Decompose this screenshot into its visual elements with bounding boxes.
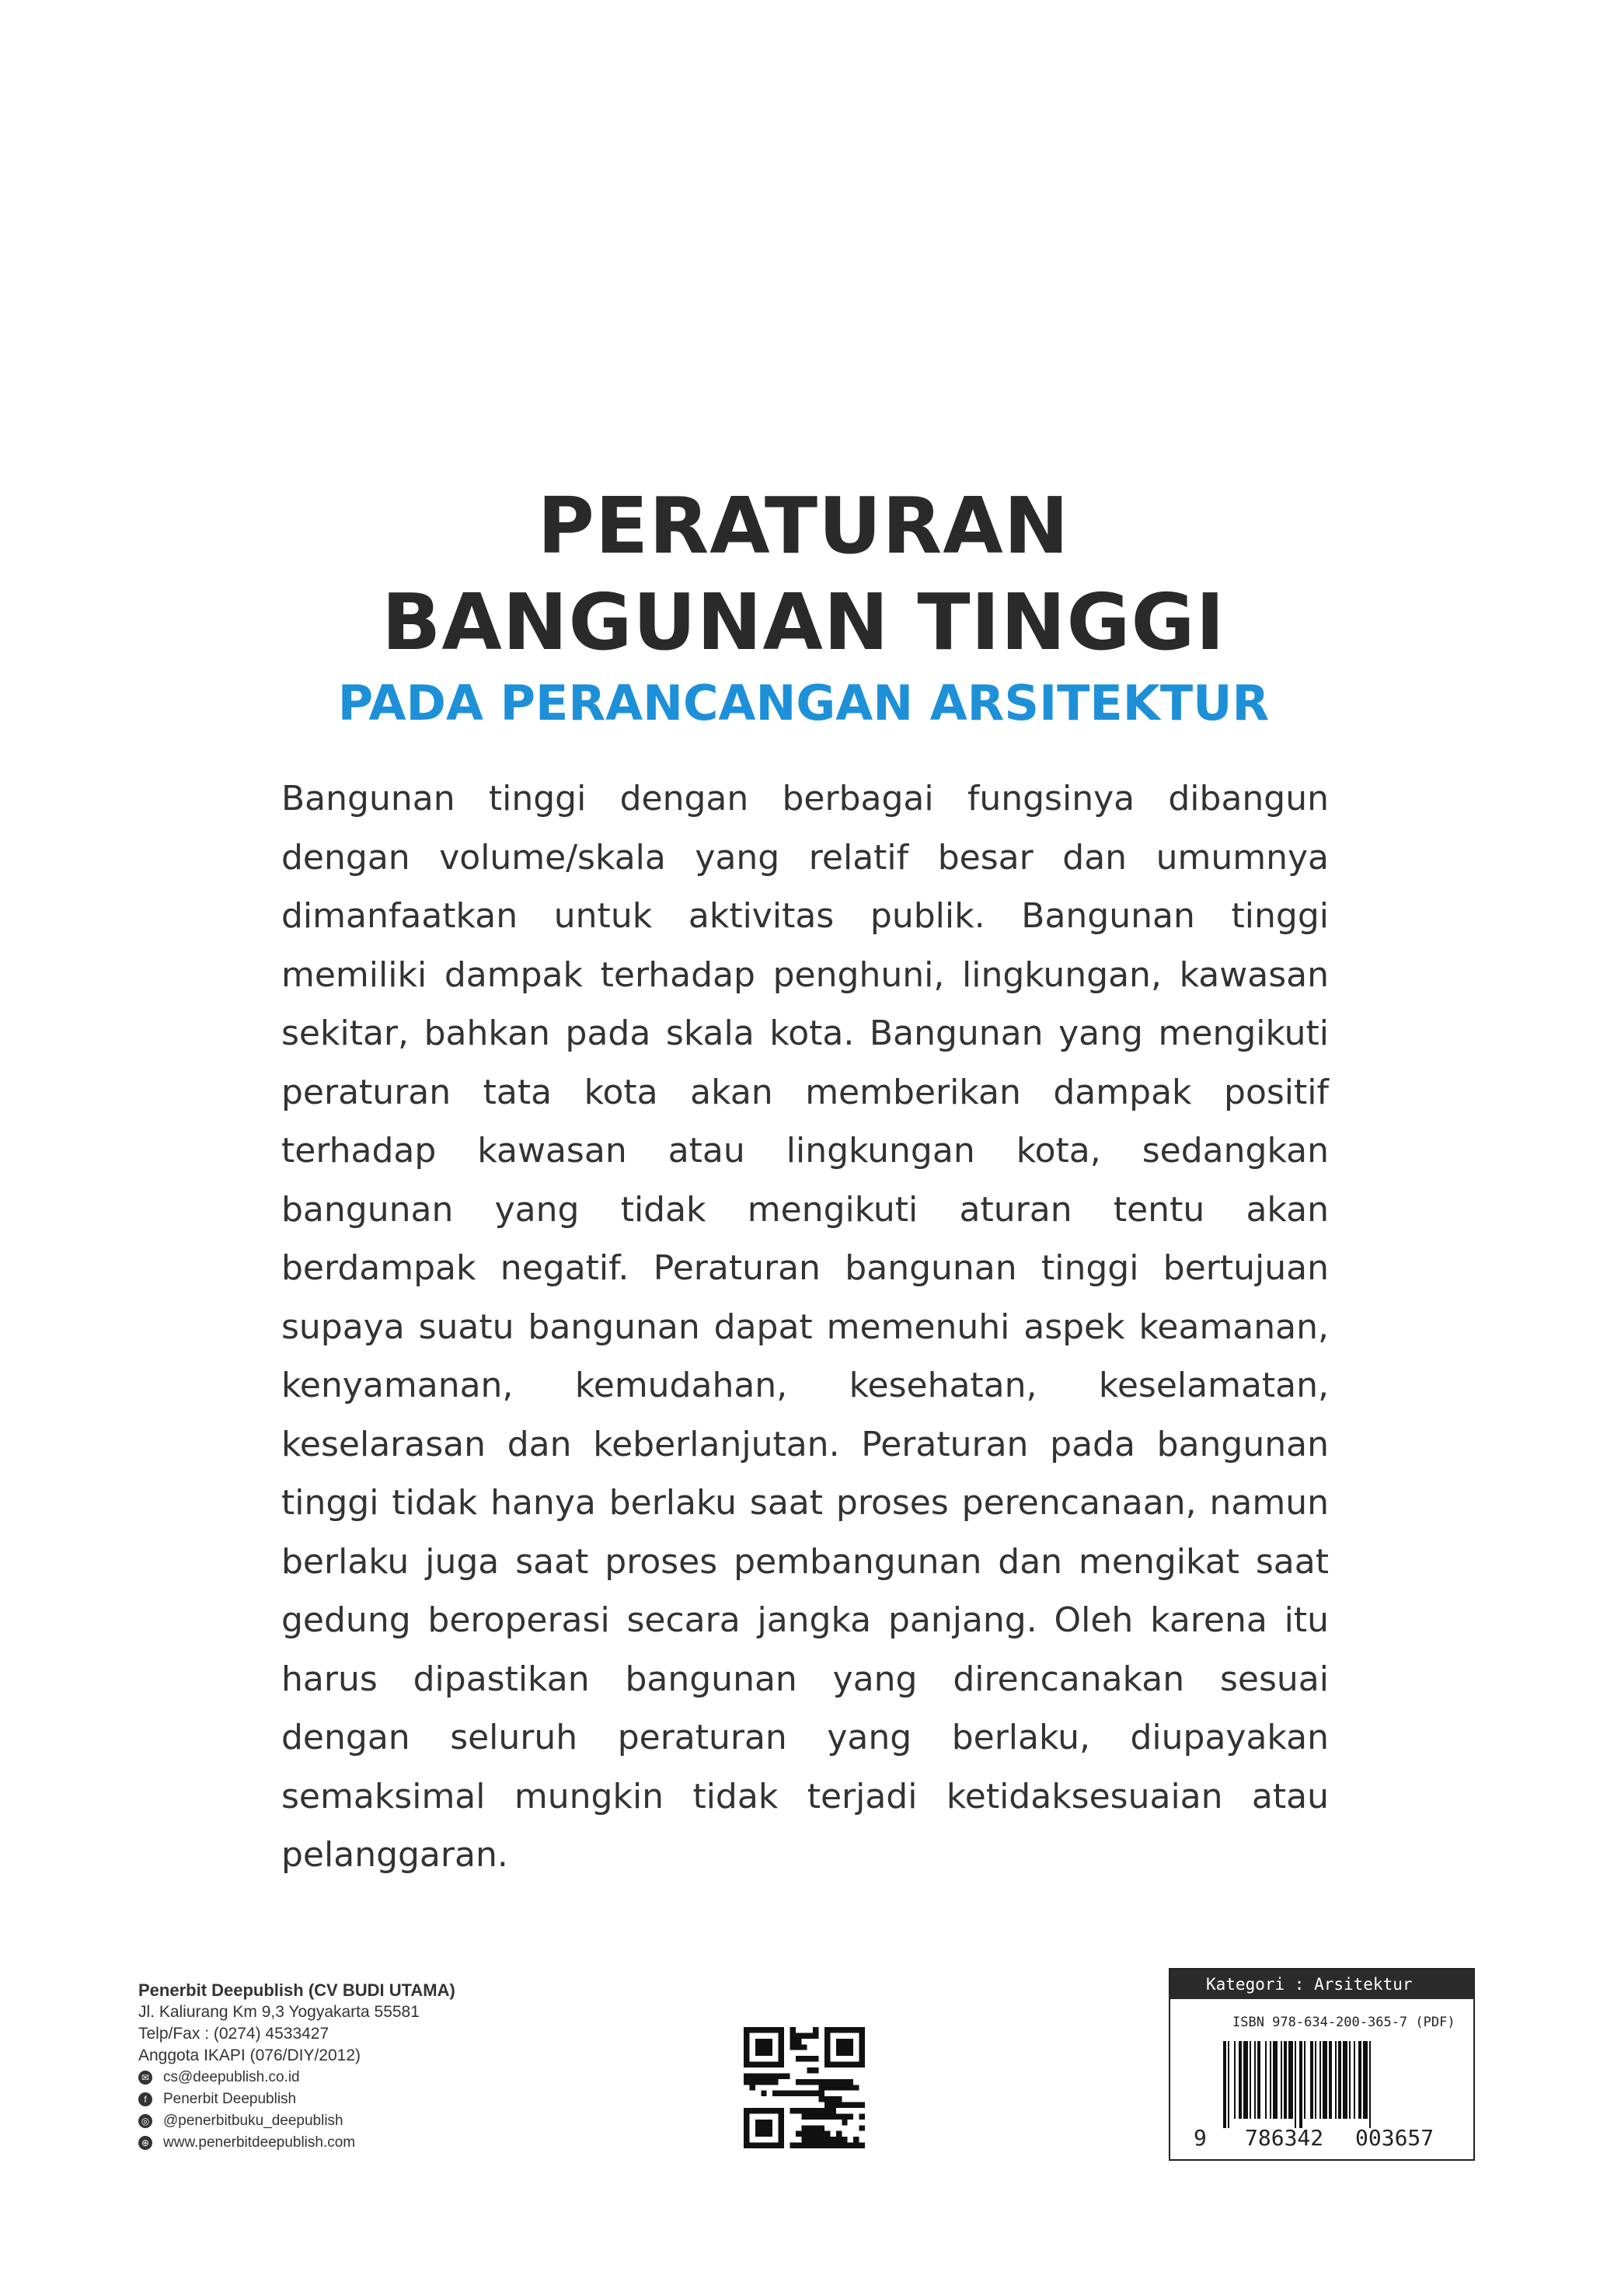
contact-email-text: cs@deepublish.co.id (163, 2069, 300, 2085)
contact-facebook-text: Penerbit Deepublish (163, 2091, 297, 2107)
contact-facebook (138, 2088, 620, 2110)
publisher-address: Jl. Kaliurang Km 9,3 Yogyakarta 55581 (138, 2003, 420, 2021)
barcode-digits (1170, 2125, 1473, 2153)
barcode (1217, 2041, 1442, 2128)
barcode-digits-left: 786342 (1245, 2125, 1324, 2151)
publisher-info (138, 1980, 620, 2154)
isbn-number: ISBN 978-634-200-365-7 (PDF) (1232, 2015, 1455, 2030)
title-block (0, 478, 1607, 735)
barcode-digit-prefix: 9 (1194, 2125, 1207, 2151)
publisher-phone: Telp/Fax : (0274) 4533427 (138, 2025, 329, 2043)
isbn-box (1169, 1968, 1475, 2161)
barcode-digits-right: 003657 (1355, 2125, 1434, 2151)
book-subtitle: PADA PERANCANGAN ARSITEKTUR (337, 675, 1270, 731)
book-title-line-2: BANGUNAN TINGGI (382, 577, 1225, 668)
contact-web-text: www.penerbitdeepublish.com (163, 2134, 356, 2151)
book-title-line-1: PERATURAN (537, 480, 1070, 571)
publisher-name: Penerbit Deepublish (CV BUDI UTAMA) (138, 1980, 455, 2000)
facebook-icon: f (138, 2092, 152, 2106)
instagram-icon: ◎ (138, 2114, 152, 2128)
publisher-ikapi: Anggota IKAPI (076/DIY/2012) (138, 2047, 361, 2064)
email-icon: ✉ (138, 2071, 152, 2085)
web-icon: ⊕ (138, 2136, 152, 2150)
contact-web (138, 2132, 620, 2154)
category-label: Kategori : Arsitektur (1170, 1970, 1473, 1999)
contact-instagram-text: @penerbitbuku_deepublish (163, 2113, 343, 2129)
contact-instagram (138, 2110, 620, 2132)
qr-code (744, 2027, 865, 2148)
contact-email (138, 2067, 620, 2088)
back-cover-blurb: Bangunan tinggi dengan berbagai fungsinya dibangun dengan volume/skala yang relatif besar dan umumnya dimanfaatkan untuk aktivitas publik. Bangunan tinggi memiliki dampak terhadap penghuni, lingkungan, kawasan sekitar, bahkan pada skala kota. Bangunan yang mengikuti peraturan tata kota akan memberikan dampak positif terhadap kawasan atau lingkungan kota, sedangkan bangunan yang tidak mengikuti aturan tentu akan berdampak negatif. Peraturan bangunan tinggi bertujuan supaya suatu bangunan dapat memenuhi aspek keamanan, kenyamanan, kemudahan, kesehatan, keselamatan, keselarasan dan keberlanjutan. Peraturan pada bangunan tinggi tidak hanya berlaku saat proses perencanaan, namun berlaku juga saat proses pembangunan dan mengikat saat gedung beroperasi secara jangka panjang. Oleh karena itu harus dipastikan bangunan yang direncanakan sesuai dengan seluruh peraturan yang berlaku, diupayakan semaksimal mungkin tidak terjadi ketidaksesuaian atau pelanggaran. (281, 779, 1329, 1875)
